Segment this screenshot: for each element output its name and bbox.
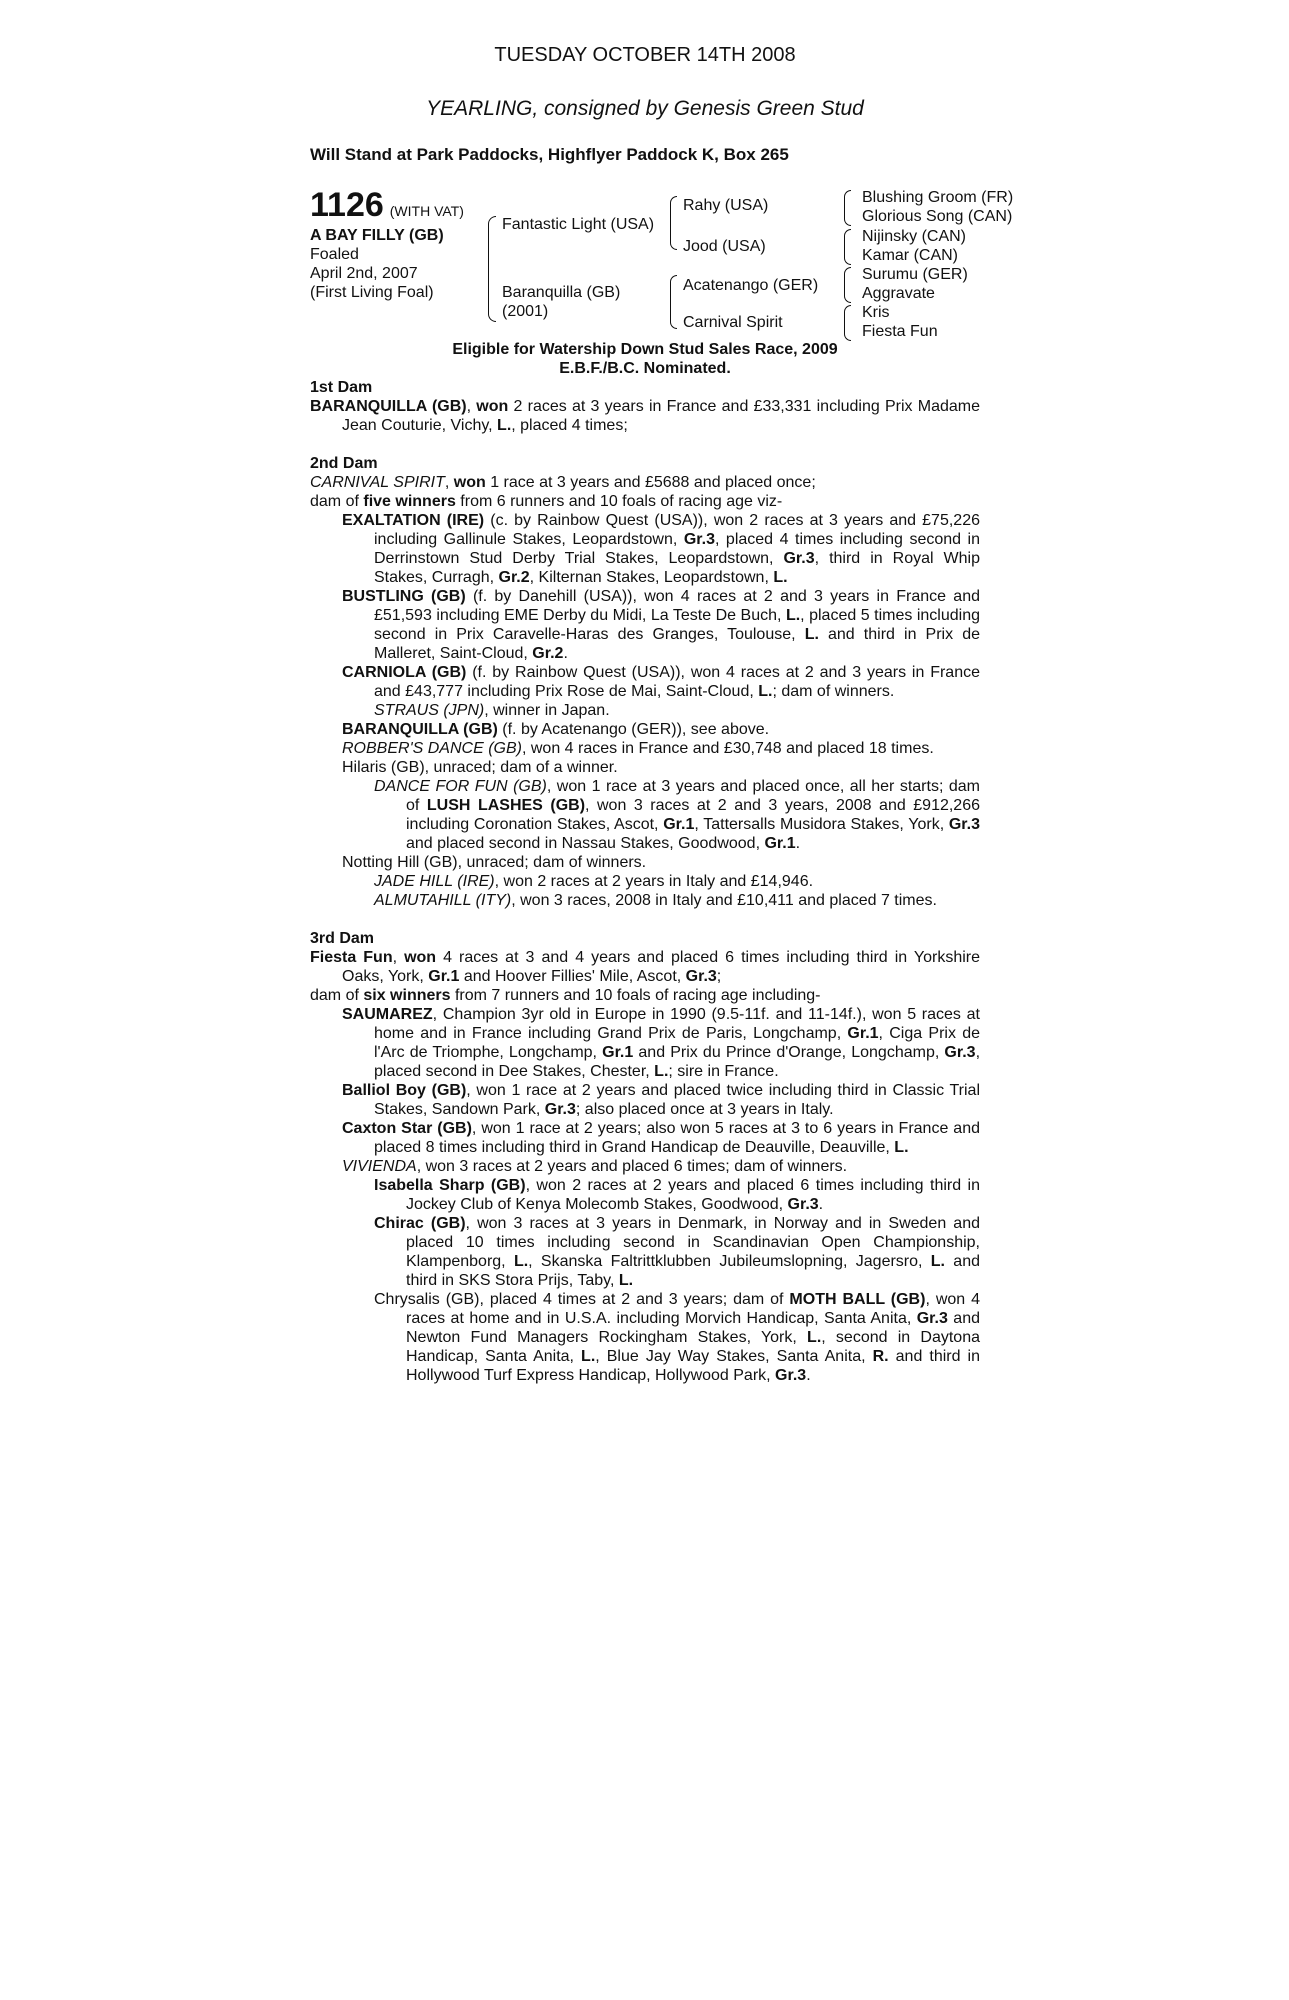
entry-text: (f. by Rainbow Quest (USA)), won 4 races at 2 and 3 years in France and £43,777 including Prix Rose de Mai, Saint-Cloud, <box>374 664 981 700</box>
group-tag: Gr.1 <box>428 968 460 985</box>
pedigree-brace-2b <box>670 275 677 329</box>
entry-text: and Newton Fund Managers Rockingham Stakes, York, <box>406 1310 981 1346</box>
entry-text: , won 2 races at 2 years in Italy and £14,946. <box>494 873 814 890</box>
progeny-name: CARNIOLA (GB) <box>342 664 467 681</box>
progeny-bustling <box>310 587 980 663</box>
group-tag: Gr.1 <box>602 1044 634 1061</box>
progeny-robbers-dance <box>310 739 980 758</box>
listed-tag: L. <box>807 1329 822 1346</box>
group-tag: Gr.3 <box>944 1044 976 1061</box>
progeny-name: MOTH BALL (GB) <box>789 1291 926 1308</box>
group-tag: Gr.1 <box>764 835 796 852</box>
entry-text: (f. by Danehill (USA)), won 4 races at 2 and 3 years in France and £51,593 including EME Derby du Midi, La Teste De Buch, <box>374 588 981 624</box>
ssd: Glorious Song (CAN) <box>862 208 1013 225</box>
horse-details <box>310 226 444 302</box>
eligibility-nomination: E.B.F./B.C. Nominated. <box>559 360 731 377</box>
entry-text: and Prix du Prince d'Orange, Longchamp, <box>633 1044 945 1061</box>
eligibility <box>310 340 980 378</box>
group-tag: Gr.3 <box>948 816 980 833</box>
progeny-vivienda <box>310 1157 980 1176</box>
entry-text: . <box>806 1367 811 1384</box>
entry-text: ; also placed once at 3 years in Italy. <box>575 1101 834 1118</box>
pedigree-brace-3a <box>844 190 851 226</box>
progeny-name: BARANQUILLA (GB) <box>342 721 498 738</box>
progeny-saumarez <box>310 1005 980 1081</box>
entry-text: and placed second in Nassau Stakes, Goodwood, <box>406 835 765 852</box>
entry-text: . <box>795 835 801 852</box>
progeny-name: BUSTLING (GB) <box>342 588 466 605</box>
produce-record <box>310 378 980 1385</box>
progeny-exaltation <box>310 511 980 587</box>
entry-text: , placed 4 times including second in Derrinstown Stud Derby Trial Stakes, Leopardstown, <box>374 531 981 567</box>
entry-text: , won 1 race at 2 years; also won 5 races at 3 to 6 years in France and placed 8 times including third in Grand Handicap de Deauville, Deauville, <box>374 1120 980 1156</box>
group-tag: Gr.3 <box>916 1310 948 1327</box>
entry-text: ; dam of winners. <box>772 683 895 700</box>
dam-name: BARANQUILLA (GB) <box>310 398 467 415</box>
lot-number: 1126 <box>310 186 384 224</box>
progeny-name: LUSH LASHES (GB) <box>426 797 586 814</box>
sale-date: TUESDAY OCTOBER 14TH 2008 <box>494 44 796 66</box>
dam: Baranquilla (GB) <box>502 284 621 301</box>
group-tag: Gr.3 <box>685 968 717 985</box>
entry-text: and third in SKS Stora Prijs, Taby, <box>406 1253 981 1289</box>
sss: Blushing Groom (FR) <box>862 189 1014 206</box>
entry-text: , placed second in Dee Stakes, Chester, <box>374 1044 981 1080</box>
dss: Surumu (GER) <box>862 266 968 283</box>
listed-tag: L. <box>930 1253 945 1270</box>
sire-sire: Rahy (USA) <box>683 197 769 214</box>
pedigree-brace-3b <box>844 229 851 265</box>
progeny-chirac <box>310 1214 980 1290</box>
entry-text: , Tattersalls Musidora Stakes, York, <box>694 816 949 833</box>
progeny-isabella-sharp <box>310 1176 980 1214</box>
progeny-name: EXALTATION (IRE) <box>342 512 485 529</box>
horse-name: A BAY FILLY (GB) <box>310 227 444 244</box>
third-dam-summary <box>310 986 980 1005</box>
entry-text: 1 race at 3 years and £5688 and placed once; <box>485 474 816 491</box>
progeny-notting-hill: Notting Hill (GB), unraced; dam of winners. <box>342 854 647 871</box>
listed-tag: L. <box>804 626 819 643</box>
foal-note: (First Living Foal) <box>310 284 434 301</box>
restricted-tag: R. <box>872 1348 889 1365</box>
progeny-hilaris: Hilaris (GB), unraced; dam of a winner. <box>342 759 618 776</box>
progeny-name: Caxton Star (GB) <box>342 1120 472 1137</box>
progeny-name: JADE HILL (IRE) <box>374 873 495 890</box>
entry-text: , Blue Jay Way Stakes, Santa Anita, <box>595 1348 873 1365</box>
third-dam-heading: 3rd Dam <box>310 930 375 947</box>
entry-text: , Ciga Prix de l'Arc de Triomphe, Longchamp, <box>374 1025 980 1061</box>
progeny-chrysalis <box>310 1290 980 1385</box>
vat-note: (WITH VAT) <box>389 203 464 219</box>
listed-tag: L. <box>773 569 788 586</box>
progeny-name: Chirac (GB) <box>374 1215 466 1232</box>
group-tag: Gr.1 <box>847 1025 879 1042</box>
entry-text: 4 races at 3 and 4 years and placed 6 times including third in Yorkshire Oaks, York, <box>342 949 981 985</box>
pedigree-brace-3c <box>844 267 851 303</box>
dsd: Aggravate <box>862 285 935 302</box>
entry-text: dam of <box>310 493 364 510</box>
group-tag: Gr.2 <box>498 569 530 586</box>
pedigree-brace-2a <box>670 196 677 250</box>
listed-tag: L. <box>758 683 773 700</box>
progeny-dance-for-fun <box>310 777 980 853</box>
entry-text: . <box>563 645 568 662</box>
group-tag: Gr.2 <box>532 645 564 662</box>
won-label: won <box>476 398 509 415</box>
entry-text: , won 2 races at 2 years and placed 6 times including third in Jockey Club of Kenya Molecomb Stakes, Goodwood, <box>406 1177 980 1213</box>
pedigree-brace-3d <box>844 305 851 341</box>
progeny-balliol-boy <box>310 1081 980 1119</box>
entry-text: , third in Royal Whip Stakes, Curragh, <box>374 550 980 586</box>
entry-text: 2 races at 3 years in France and £33,331 including Prix Madame Jean Couturie, Vichy, <box>342 398 981 434</box>
dds: Kris <box>862 304 890 321</box>
progeny-name: Balliol Boy (GB) <box>342 1082 467 1099</box>
entry-text: , won 4 races at home and in U.S.A. including Morvich Handicap, Santa Anita, <box>406 1291 981 1327</box>
eligibility-race: Eligible for Watership Down Stud Sales Race, 2009 <box>452 341 838 358</box>
foaled-label: Foaled <box>310 246 359 263</box>
progeny-name: Isabella Sharp (GB) <box>374 1177 526 1194</box>
group-tag: Gr.1 <box>663 816 695 833</box>
consignment-line: YEARLING, consigned by Genesis Green Stud <box>426 97 864 120</box>
entry-text: from 7 runners and 10 foals of racing age including- <box>450 987 821 1004</box>
entry-text: , won 1 race at 3 years and placed once, all her starts; dam of <box>406 778 980 814</box>
progeny-carniola <box>310 663 980 701</box>
dam-name: Fiesta Fun <box>310 949 393 966</box>
second-dam-entry: CARNIVAL SPIRIT, won 1 race at 3 years and £5688 and placed once; <box>310 474 816 491</box>
first-dam-entry: BARANQUILLA (GB), won 2 races at 3 years in France and £33,331 including Prix Madame Jean Couturie, Vichy, L., placed 4 times; <box>310 398 981 434</box>
sds: Nijinsky (CAN) <box>862 228 966 245</box>
ddd: Fiesta Fun <box>862 323 938 340</box>
entry-text: from 6 runners and 10 foals of racing age viz- <box>455 493 783 510</box>
group-tag: Gr.3 <box>544 1101 576 1118</box>
won-label: won <box>453 474 486 491</box>
lot-number-line <box>310 187 464 229</box>
entry-text: and Hoover Fillies' Mile, Ascot, <box>459 968 686 985</box>
pedigree-brace-1 <box>488 216 496 322</box>
won-label: won <box>404 949 437 966</box>
listed-tag: L. <box>497 417 512 434</box>
progeny-straus <box>310 701 980 720</box>
sire-dam: Jood (USA) <box>683 238 766 255</box>
entry-text: (c. by Rainbow Quest (USA)), won 2 races at 3 years and £75,226 including Gallinule Stakes, Leopardstown, <box>374 512 980 548</box>
second-dam-heading: 2nd Dam <box>310 455 378 472</box>
winners-count: six winners <box>363 987 451 1004</box>
entry-text: , placed 5 times including second in Prix Caravelle-Haras des Granges, Toulouse, <box>374 607 981 643</box>
second-dam-summary <box>310 492 980 511</box>
stand-location: Will Stand at Park Paddocks, Highflyer Paddock K, Box 265 <box>310 145 789 164</box>
listed-tag: L. <box>785 607 801 624</box>
entry-text: ; sire in France. <box>668 1063 779 1080</box>
entry-text: , won 3 races, 2008 in Italy and £10,411 and placed 7 times. <box>511 892 937 909</box>
sire: Fantastic Light (USA) <box>502 216 655 233</box>
entry-text: and third in Prix de Malleret, Saint-Cloud, <box>374 626 981 662</box>
listed-tag: L. <box>894 1139 909 1156</box>
entry-text: dam of <box>310 987 364 1004</box>
progeny-name: DANCE FOR FUN (GB) <box>374 778 547 795</box>
progeny-jade-hill <box>310 872 980 891</box>
entry-text: , won 3 races at 3 years in Denmark, in Norway and in Sweden and placed 10 times including second in Scandinavian Open Championship, Klampenborg, <box>406 1215 981 1270</box>
group-tag: Gr.3 <box>683 531 715 548</box>
third-dam-entry: Fiesta Fun, won 4 races at 3 and 4 years and placed 6 times including third in Yorkshire Oaks, York, Gr.1 and Hoover Fillies' Mile, Ascot, Gr.3; <box>310 949 981 985</box>
group-tag: Gr.3 <box>787 1196 819 1213</box>
dam-name: CARNIVAL SPIRIT <box>310 474 445 491</box>
entry-text: , won 3 races at 2 years and placed 6 times; dam of winners. <box>416 1158 848 1175</box>
entry-text: , winner in Japan. <box>484 702 610 719</box>
progeny-name: SAUMAREZ <box>342 1006 433 1023</box>
group-tag: Gr.3 <box>775 1367 807 1384</box>
progeny-name: VIVIENDA <box>342 1158 417 1175</box>
entry-text: , second in Daytona Handicap, Santa Anita, <box>406 1329 981 1365</box>
progeny-caxton-star <box>310 1119 980 1157</box>
dam-dam: Carnival Spirit <box>683 314 783 331</box>
entry-text: , won 3 races at 2 and 3 years, 2008 and £912,266 including Coronation Stakes, Ascot, <box>406 797 981 833</box>
entry-text: , Kilternan Stakes, Leopardstown, <box>529 569 774 586</box>
dam-year: (2001) <box>502 303 549 320</box>
entry-text: , won 4 races in France and £30,748 and placed 18 times. <box>521 740 934 757</box>
entry-text: Chrysalis (GB), placed 4 times at 2 and 3 years; dam of <box>374 1291 790 1308</box>
progeny-name: ROBBER'S DANCE (GB) <box>342 740 522 757</box>
sdd: Kamar (CAN) <box>862 247 959 264</box>
listed-tag: L. <box>581 1348 596 1365</box>
entry-text: . <box>818 1196 824 1213</box>
group-tag: Gr.3 <box>783 550 815 567</box>
winners-count: five winners <box>363 493 456 510</box>
progeny-almutahill <box>310 891 980 910</box>
entry-text: (f. by Acatenango (GER)), see above. <box>497 721 770 738</box>
first-dam-heading: 1st Dam <box>310 379 373 396</box>
entry-text: , won 1 race at 2 years and placed twice including third in Classic Trial Stakes, Sandown Park, <box>374 1082 980 1118</box>
entry-text: and third in Hollywood Turf Express Handicap, Hollywood Park, <box>406 1348 981 1384</box>
progeny-name: STRAUS (JPN) <box>374 702 485 719</box>
progeny-name: ALMUTAHILL (ITY) <box>374 892 512 909</box>
listed-tag: L. <box>654 1063 669 1080</box>
entry-text: , placed 4 times; <box>511 417 628 434</box>
listed-tag: L. <box>513 1253 529 1270</box>
listed-tag: L. <box>618 1272 634 1289</box>
entry-text: , Champion 3yr old in Europe in 1990 (9.5-11f. and 11-14f.), won 5 races at home and in France including Grand Prix de Paris, Longchamp, <box>374 1006 980 1042</box>
entry-text: , Skanska Faltrittklubben Jubileumslopning, Jagersro, <box>528 1253 931 1270</box>
dam-sire: Acatenango (GER) <box>683 277 819 294</box>
progeny-baranquilla <box>310 720 980 739</box>
foaled-date: April 2nd, 2007 <box>310 265 418 282</box>
